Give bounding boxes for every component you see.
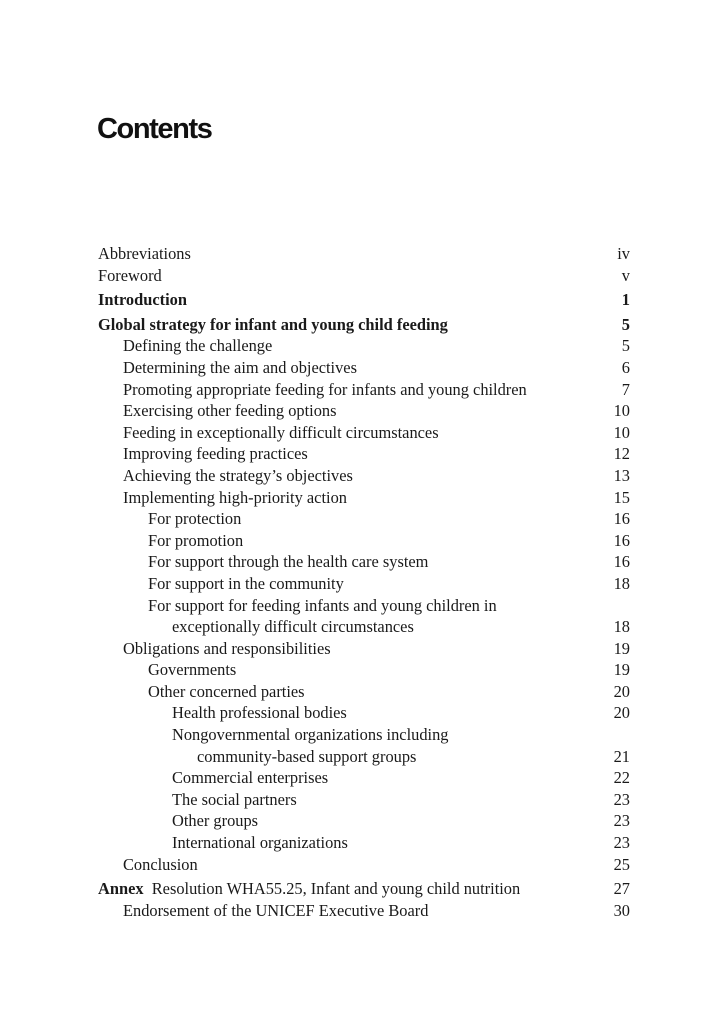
toc-entry-text: Foreword — [98, 265, 162, 285]
toc-entry-continuation[interactable] — [98, 746, 630, 768]
toc-entry[interactable] — [98, 551, 630, 573]
toc-entry-text: Promoting appropriate feeding for infants and young children — [123, 379, 527, 399]
toc-entry-text: For promotion — [148, 530, 244, 550]
toc-entry-page: 23 — [613, 811, 630, 831]
toc-entry[interactable] — [98, 357, 630, 379]
toc-entry[interactable] — [98, 465, 630, 487]
toc-entry-page: 18 — [613, 617, 630, 637]
toc-entry-page: iv — [617, 244, 630, 263]
toc-entry-text: Global strategy for infant and young child feeding — [98, 314, 448, 334]
toc-entry-text — [98, 878, 520, 900]
toc-entry-global-strategy[interactable] — [98, 314, 630, 336]
toc-entry-page: 21 — [613, 746, 630, 766]
table-of-contents — [98, 243, 630, 921]
toc-entry-continuation[interactable] — [98, 616, 630, 638]
toc-entry[interactable] — [98, 573, 630, 595]
toc-entry-page: 5 — [621, 314, 630, 334]
toc-entry-text: Exercising other feeding options — [123, 401, 337, 421]
toc-entry-text: Other groups — [172, 811, 259, 831]
toc-entry-page: 10 — [613, 422, 630, 442]
toc-entry-text: Other concerned parties — [148, 681, 305, 701]
toc-entry[interactable] — [98, 659, 630, 681]
toc-entry[interactable] — [98, 379, 630, 401]
annex-label: Annex — [98, 879, 144, 899]
toc-entry-introduction[interactable] — [98, 289, 630, 311]
toc-entry-text: community-based support groups — [197, 746, 417, 766]
toc-entry-text: Introduction — [98, 290, 187, 310]
toc-entry-page: 5 — [621, 336, 630, 356]
toc-entry[interactable] — [98, 422, 630, 444]
page-title: Contents — [97, 113, 212, 145]
toc-entry-foreword[interactable] — [98, 265, 630, 287]
toc-entry-text: Implementing high-priority action — [123, 487, 347, 507]
toc-entry-page: 27 — [613, 879, 630, 899]
toc-entry-text: Obligations and responsibilities — [123, 638, 331, 658]
toc-entry[interactable] — [98, 767, 630, 789]
toc-entry[interactable] — [98, 810, 630, 832]
toc-entry-page: 7 — [621, 379, 630, 399]
toc-entry-text: exceptionally difficult circumstances — [172, 617, 414, 637]
toc-entry-page: 6 — [621, 357, 630, 377]
toc-entry-conclusion[interactable] — [98, 854, 630, 876]
toc-entry-text: For support in the community — [148, 573, 344, 593]
toc-entry-text: For support for feeding infants and young children in — [148, 595, 497, 615]
toc-entry-page: 25 — [613, 854, 630, 874]
toc-entry-text: Abbreviations — [98, 244, 191, 263]
toc-entry-page: 16 — [613, 530, 630, 550]
toc-entry-text: Health professional bodies — [172, 703, 347, 723]
toc-entry[interactable] — [98, 832, 630, 854]
toc-entry-page: 10 — [613, 401, 630, 421]
toc-entry-text: The social partners — [172, 789, 297, 809]
toc-entry-text: Improving feeding practices — [123, 444, 308, 464]
toc-entry-abbreviations[interactable] — [98, 243, 630, 265]
toc-entry-page: 30 — [613, 900, 630, 920]
toc-entry-page: 19 — [613, 660, 630, 680]
toc-entry-page: 1 — [621, 290, 630, 310]
toc-entry-text: International organizations — [172, 833, 348, 853]
toc-entry-text: Commercial enterprises — [172, 768, 329, 788]
toc-entry-page: 16 — [613, 552, 630, 572]
toc-entry-text: Endorsement of the UNICEF Executive Board — [123, 900, 429, 920]
toc-entry-page: 16 — [613, 509, 630, 529]
toc-entry[interactable] — [98, 900, 630, 922]
toc-entry-text: Defining the challenge — [123, 336, 273, 356]
toc-entry[interactable] — [98, 724, 630, 746]
toc-entry[interactable] — [98, 638, 630, 660]
toc-entry[interactable] — [98, 335, 630, 357]
toc-entry-page: v — [621, 265, 630, 285]
toc-entry-text: Nongovernmental organizations including — [172, 725, 449, 745]
toc-entry-page: 12 — [613, 444, 630, 464]
toc-entry[interactable] — [98, 530, 630, 552]
toc-entry[interactable] — [98, 789, 630, 811]
toc-entry-text: Feeding in exceptionally difficult circumstances — [123, 422, 439, 442]
toc-entry[interactable] — [98, 400, 630, 422]
toc-entry-page: 20 — [613, 681, 630, 701]
toc-entry[interactable] — [98, 681, 630, 703]
annex-title: Resolution WHA55.25, Infant and young child nutrition — [151, 879, 521, 899]
toc-entry-text: For support through the health care system — [148, 552, 429, 572]
toc-entry-page: 23 — [613, 789, 630, 809]
toc-entry-annex[interactable] — [98, 878, 630, 900]
toc-entry-text: For protection — [148, 509, 242, 529]
toc-entry[interactable] — [98, 595, 630, 617]
toc-entry-page: 19 — [613, 638, 630, 658]
toc-entry-page: 18 — [613, 573, 630, 593]
toc-entry[interactable] — [98, 508, 630, 530]
toc-entry-page: 22 — [613, 768, 630, 788]
toc-entry[interactable] — [98, 702, 630, 724]
toc-entry-page: 13 — [613, 465, 630, 485]
toc-entry[interactable] — [98, 443, 630, 465]
toc-entry-text: Achieving the strategy’s objectives — [123, 465, 353, 485]
toc-entry-page: 23 — [613, 833, 630, 853]
toc-entry-page: 15 — [613, 487, 630, 507]
toc-entry-text: Governments — [148, 660, 237, 680]
toc-entry[interactable] — [98, 487, 630, 509]
toc-entry-text: Determining the aim and objectives — [123, 357, 357, 377]
toc-entry-page: 20 — [613, 703, 630, 723]
toc-entry-text: Conclusion — [123, 854, 198, 874]
